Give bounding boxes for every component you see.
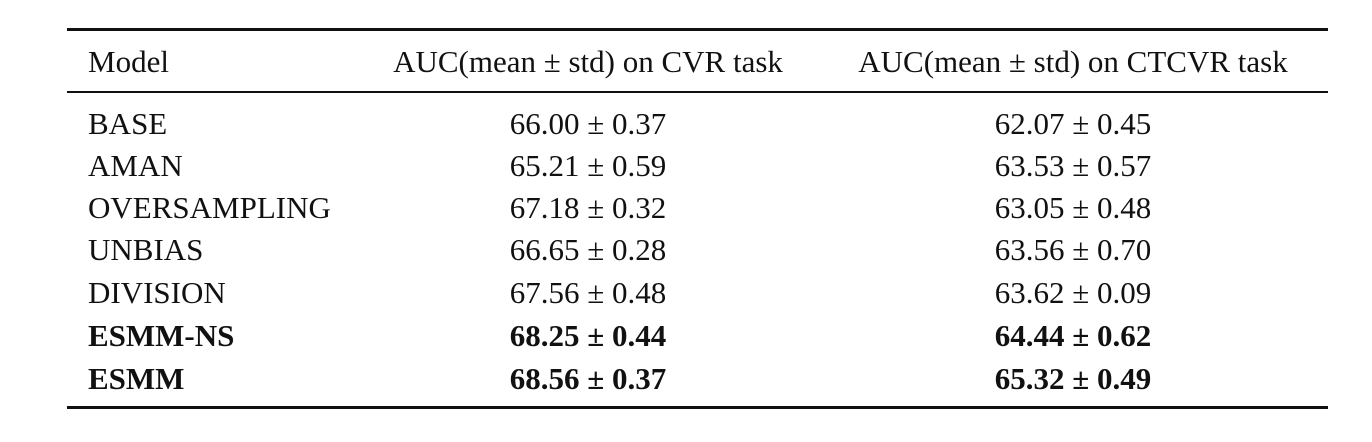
- header-ctcvr: AUC(mean ± std) on CTCVR task: [858, 44, 1288, 79]
- row-division-cvr: 67.56 ± 0.48: [509, 275, 667, 310]
- table-header-rule: [67, 91, 1328, 93]
- row-division-model: DIVISION: [88, 275, 226, 310]
- table-top-rule: [67, 28, 1328, 31]
- row-base-cvr: 66.00 ± 0.37: [509, 106, 667, 141]
- row-oversampling-cvr: 67.18 ± 0.32: [509, 190, 667, 225]
- row-esmm-ns-cvr: 68.25 ± 0.44: [509, 318, 667, 353]
- row-unbias-cvr: 66.65 ± 0.28: [509, 232, 667, 267]
- row-oversampling-ctcvr: 63.05 ± 0.48: [994, 190, 1152, 225]
- row-esmm-ns-model: ESMM-NS: [88, 318, 235, 353]
- header-cvr: AUC(mean ± std) on CVR task: [393, 44, 783, 79]
- row-esmm-cvr: 68.56 ± 0.37: [509, 361, 667, 396]
- row-esmm-ctcvr: 65.32 ± 0.49: [994, 361, 1152, 396]
- row-esmm-ns-ctcvr: 64.44 ± 0.62: [994, 318, 1152, 353]
- row-aman-cvr: 65.21 ± 0.59: [509, 148, 667, 183]
- table-bottom-rule: [67, 406, 1328, 409]
- row-unbias-ctcvr: 63.56 ± 0.70: [994, 232, 1152, 267]
- row-base-ctcvr: 62.07 ± 0.45: [994, 106, 1152, 141]
- row-base-model: BASE: [88, 106, 168, 141]
- row-division-ctcvr: 63.62 ± 0.09: [994, 275, 1152, 310]
- row-esmm-model: ESMM: [88, 361, 185, 396]
- row-aman-ctcvr: 63.53 ± 0.57: [994, 148, 1152, 183]
- header-model: Model: [88, 44, 169, 79]
- row-oversampling-model: OVERSAMPLING: [88, 190, 331, 225]
- row-unbias-model: UNBIAS: [88, 232, 204, 267]
- row-aman-model: AMAN: [88, 148, 183, 183]
